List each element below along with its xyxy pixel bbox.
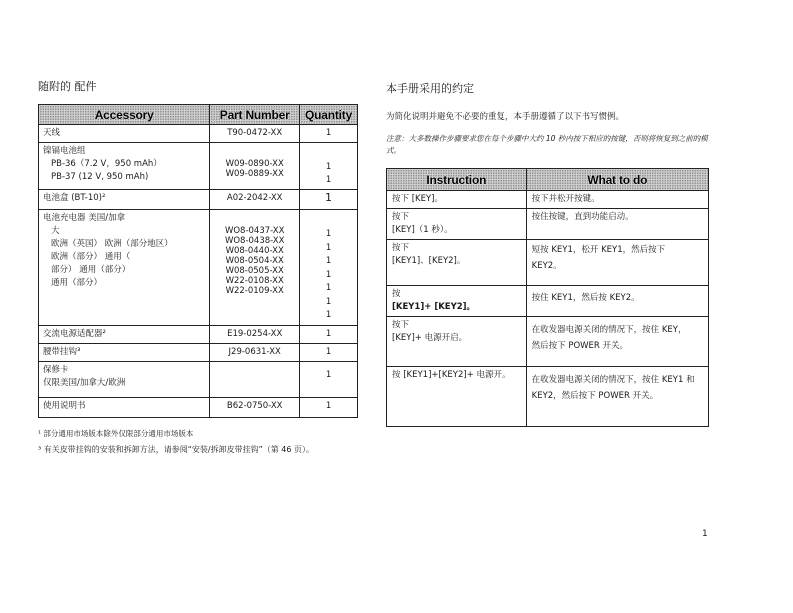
what-to-do-cell	[526, 209, 708, 240]
accessory-name-line: 电池盒 (BT-10)²	[43, 193, 106, 203]
part-number: WO8-0437-XX	[224, 226, 285, 236]
what-to-do-line: 然后按下 POWER 开关。	[531, 341, 629, 351]
what-to-do-line: KEY2。	[531, 261, 562, 271]
conventions-title: 本手册采用的约定	[386, 82, 474, 95]
accessory-name-line: 部分） 通用（部分）	[51, 265, 131, 275]
convention-row	[387, 317, 709, 367]
accessory-name	[39, 361, 210, 397]
header-instruction: Instruction	[387, 169, 527, 191]
part-number-cell	[210, 190, 300, 210]
accessory-name	[39, 210, 210, 326]
part-number: W09-0889-XX	[225, 169, 284, 179]
intro-text: 为简化说明并避免不必要的重复，本手册遵循了以下书写惯例。	[386, 112, 625, 122]
caution-line: 注意：大多数操作步骤要求您在每个步骤中大约 10 秒内按下相应的按键，否则将恢复到之前的模	[386, 134, 708, 143]
quantity-cell	[300, 325, 358, 343]
part-number-cell	[210, 143, 300, 190]
quantity-cell	[300, 190, 358, 210]
instruction-line: 按下 [KEY]。	[392, 194, 443, 204]
part-number-cell	[210, 325, 300, 343]
quantity: 1	[325, 191, 333, 204]
instruction-cell	[387, 209, 527, 240]
part-number: J29-0631-XX	[228, 346, 281, 357]
accessory-name	[39, 190, 210, 210]
accessory-name-line: 腰带挂钩³	[43, 346, 81, 357]
accessory-name-line: 电池充电器 美国/加拿	[43, 213, 126, 223]
accessory-name	[39, 143, 210, 190]
what-to-do-line: 按住 KEY1，然后按 KEY2。	[531, 293, 640, 303]
accessory-table	[38, 104, 358, 418]
accessory-name	[39, 343, 210, 361]
quantity-cell	[300, 125, 358, 143]
accessory-name-line: 仅限美国/加拿大/欧洲	[43, 377, 126, 388]
accessory-name-line: 欧洲（英国） 欧洲（部分地区）	[51, 239, 173, 249]
part-number-cell	[210, 397, 300, 417]
quantity: 1	[325, 175, 332, 185]
accessory-name-line: 使用说明书	[43, 400, 86, 411]
instruction-line: 按下	[392, 212, 410, 222]
quantity-cell	[300, 343, 358, 361]
convention-row	[387, 209, 709, 240]
part-number: E19-0254-XX	[227, 328, 283, 339]
accessory-name-line: 通用（部分）	[51, 278, 103, 288]
page-number: 1	[702, 529, 708, 539]
instruction-line: 按下	[392, 320, 410, 330]
part-number: W22-0108-XX	[225, 276, 284, 286]
instruction-line: [KEY]+ 电源开启。	[392, 333, 468, 343]
what-to-do-line: 在收发器电源关闭的情况下，按住 KEY1 和	[531, 375, 695, 385]
caution-line: 式。	[386, 146, 401, 155]
instruction-line: [KEY1]、[KEY2]。	[392, 256, 466, 266]
quantity: 1	[325, 369, 332, 380]
accessory-name-line: PB-37 (12 V, 950 mAh)	[51, 172, 149, 182]
quantity-cell	[300, 361, 358, 397]
quantity-cell	[300, 210, 358, 326]
accessory-name	[39, 125, 210, 143]
header-accessory: Accessory	[39, 105, 210, 125]
instruction-cell	[387, 240, 527, 286]
accessory-row	[39, 325, 358, 343]
accessory-row	[39, 397, 358, 417]
quantity: 1	[325, 229, 332, 239]
instruction-cell	[387, 191, 527, 209]
accessory-name-line: PB-36（7.2 V，950 mAh）	[51, 159, 162, 169]
what-to-do-cell	[526, 367, 708, 427]
quantity: 1	[325, 128, 332, 138]
part-number: W08-0440-XX	[225, 246, 284, 256]
accessory-name	[39, 397, 210, 417]
instruction-cell	[387, 317, 527, 367]
header-what-to-do: What to do	[526, 169, 708, 191]
what-to-do-line: 按下并松开按键。	[531, 194, 600, 204]
convention-table	[386, 168, 709, 427]
quantity: 1	[325, 283, 332, 293]
accessory-row	[39, 125, 358, 143]
part-number: A02-2042-XX	[226, 193, 283, 203]
part-number-cell	[210, 210, 300, 326]
footnote-3: ³ 有关皮带挂钩的安装和拆卸方法，请参阅“安装/拆卸皮带挂钩”（第 46 页）。	[38, 445, 314, 454]
what-to-do-cell	[526, 240, 708, 286]
convention-row	[387, 240, 709, 286]
convention-row	[387, 286, 709, 317]
instruction-line: 按 [KEY1]+[KEY2]+ 电源开。	[392, 370, 511, 380]
instruction-line: [KEY1]+ [KEY2]。	[392, 302, 476, 312]
caution-note	[386, 133, 711, 157]
quantity: 1	[325, 328, 332, 339]
instruction-cell	[387, 367, 527, 427]
part-number: T90-0472-XX	[227, 128, 283, 138]
part-number: W08-0504-XX	[225, 256, 284, 266]
instruction-line: [KEY]（1 秒）。	[392, 225, 453, 235]
part-number-cell	[210, 343, 300, 361]
what-to-do-line: 按住按键，直到功能启动。	[531, 212, 634, 222]
header-quantity: Quantity	[300, 105, 358, 125]
footnote-1: ¹ 部分通用市场版本除外仅限部分通用市场版本	[38, 429, 194, 438]
accessory-row	[39, 361, 358, 397]
what-to-do-cell	[526, 317, 708, 367]
part-number: B62-0750-XX	[226, 400, 283, 411]
what-to-do-cell	[526, 286, 708, 317]
accessory-name-line: 天线	[43, 128, 61, 138]
part-number: W22-0109-XX	[225, 286, 284, 296]
instruction-line: 按	[392, 289, 401, 299]
instruction-line: 按下	[392, 243, 410, 253]
quantity: 1	[325, 162, 332, 172]
convention-row	[387, 191, 709, 209]
accessory-name-line: 镍镉电池组	[43, 146, 86, 156]
accessory-name-line: 大	[51, 226, 60, 236]
accessories-title: 随附的 配件	[38, 80, 97, 93]
part-number: W08-0505-XX	[225, 266, 284, 276]
accessory-row	[39, 343, 358, 361]
accessory-row	[39, 143, 358, 190]
quantity: 1	[325, 310, 332, 320]
accessory-name	[39, 325, 210, 343]
quantity-cell	[300, 397, 358, 417]
quantity: 1	[325, 400, 332, 411]
quantity: 1	[325, 256, 332, 266]
accessory-row	[39, 210, 358, 326]
accessory-name-line: 欧洲（部分） 通用（	[51, 252, 131, 262]
quantity: 1	[325, 269, 332, 280]
instruction-cell	[387, 286, 527, 317]
quantity: 1	[325, 296, 332, 307]
what-to-do-line: 短按 KEY1，松开 KEY1，然后按下	[531, 245, 666, 255]
part-number-cell	[210, 361, 300, 397]
quantity: 1	[325, 346, 332, 357]
part-number-cell	[210, 125, 300, 143]
part-number: WO8-0438-XX	[224, 236, 285, 246]
quantity: 1	[325, 242, 332, 253]
what-to-do-cell	[526, 191, 708, 209]
what-to-do-line: KEY2，然后按下 POWER 开关。	[531, 391, 659, 401]
accessory-name-line: 交流电源适配器²	[43, 328, 106, 339]
accessory-row	[39, 190, 358, 210]
accessory-name-line: 保修卡	[43, 364, 69, 375]
convention-row	[387, 367, 709, 427]
part-number: W09-0890-XX	[225, 159, 284, 169]
what-to-do-line: 在收发器电源关闭的情况下，按住 KEY，	[531, 325, 687, 335]
header-part-number: Part Number	[210, 105, 300, 125]
quantity-cell	[300, 143, 358, 190]
